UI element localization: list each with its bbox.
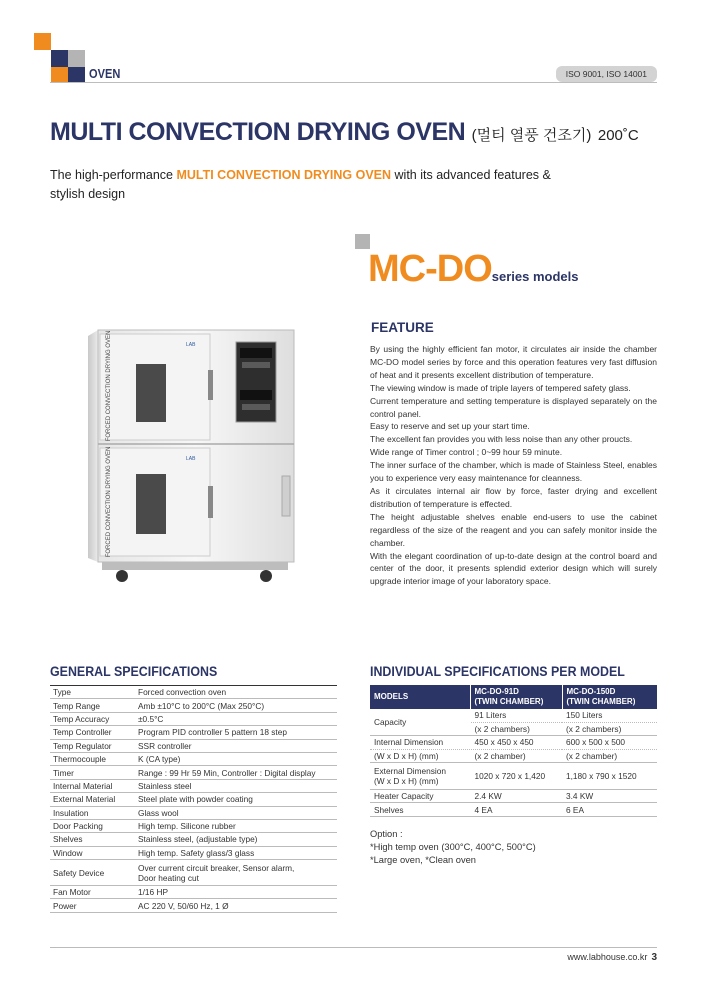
feature-paragraph: The excellent fan provides you with less noise than any other proucts. [370,434,633,445]
model-2-name: MC-DO-150D [566,687,616,696]
spec-value: (x 2 chamber) [562,749,657,762]
individual-specs-heading: INDIVIDUAL SPECIFICATIONS PER MODEL [370,664,625,679]
spec-value: SSR controller [135,739,337,752]
spec-label: Internal Material [50,779,135,792]
feature-text [370,343,657,588]
feature-paragraph: Wide range of Timer control ; 0~99 hour 59 minute. [370,447,563,458]
title-korean: (멀티 열풍 건조기) [471,127,592,144]
spec-label: Temp Regulator [50,739,135,752]
table-row [50,846,337,859]
category-label: OVEN [89,66,121,81]
series-name: MC-DO [368,248,492,290]
table-row [50,899,337,912]
spec-value: Steel plate with powder coating [135,793,337,806]
feature-paragraph: With the elegant coordination of up-to-date design at the control board and center of the door, it presents splendid exterior design which will surely upgrade interior image of your laboratory space. [370,550,657,587]
option-line: *Large oven, *Clean oven [370,855,476,865]
product-image [88,326,298,586]
spec-value: (x 2 chambers) [470,722,562,735]
spec-value-line: Over current circuit breaker, Sensor alarm, [138,862,295,873]
certification-badge: ISO 9001, ISO 14001 [556,66,657,82]
series-title [368,248,578,291]
spec-value: AC 220 V, 50/60 Hz, 1 Ø [135,899,337,912]
spec-label: External Material [50,793,135,806]
individual-specs-table [370,685,657,817]
spec-value: (x 2 chambers) [562,722,657,735]
lead-text [50,166,570,204]
general-specs-table [50,685,337,913]
spec-label: Window [50,846,135,859]
model-header [470,685,562,709]
spec-value: Amb ±10°C to 200°C (Max 250°C) [135,699,337,712]
spec-value: 3.4 KW [562,790,657,803]
oven-base [102,562,288,570]
model-1-type: (TWIN CHAMBER) [474,697,544,706]
table-row [50,686,337,699]
spec-value: High temp. Safety glass/3 glass [135,846,337,859]
table-row [370,736,657,749]
spec-value: 1020 x 720 x 1,420 [470,763,562,790]
spec-label: Shelves [370,803,470,816]
spec-value: Program PID controller 5 pattern 18 step [135,726,337,739]
footer [567,952,657,963]
logo-square-navy-right [68,67,85,83]
logo-square-navy [51,50,68,67]
table-header-row [370,685,657,709]
spec-value: (x 2 chamber) [470,749,562,762]
spec-value-line: Door heating cut [138,872,199,883]
table-row [50,752,337,765]
table-row [50,886,337,899]
spec-label [370,763,470,790]
feature-paragraph: The height adjustable shelves enable end-users to use the cabinet regardless of the size of the reagent and you can safely monitor inside the chamber. [370,511,657,548]
models-header: MODELS [370,685,470,709]
upper-side-label: FORCED CONVECTION DRYING OVEN [106,330,112,442]
table-row [50,819,337,832]
feature-paragraph: The viewing window is made of triple layers of tempered safety glass. [370,382,631,393]
table-row [50,793,337,806]
spec-value: 600 x 500 x 500 [562,736,657,749]
lower-handle [208,486,213,518]
oven-side [88,330,98,562]
spec-value: Forced convection oven [135,686,337,699]
lead-highlight: MULTI CONVECTION DRYING OVEN [176,168,392,182]
spec-value: 4 EA [470,803,562,816]
spec-label: Safety Device [50,860,135,886]
spec-value: 1/16 HP [135,886,337,899]
spec-value: 2.4 KW [470,790,562,803]
table-row [370,790,657,803]
spec-value [135,860,337,886]
table-row [370,763,657,790]
table-row [50,739,337,752]
lead-pre: The high-performance [50,168,177,182]
spec-label: Temp Accuracy [50,712,135,725]
vent-grille [282,476,290,516]
logo-square-gray [68,50,85,67]
spec-value: Range : 99 Hr 59 Min, Controller : Digital display [135,766,337,779]
table-row [50,699,337,712]
spec-value: Stainless steel [135,779,337,792]
options-block [370,828,536,867]
spec-value: 1,180 x 790 x 1520 [562,763,657,790]
title-temp: 200˚C [597,127,639,144]
series-suffix: series models [491,269,579,284]
table-row [50,766,337,779]
table-row [50,860,337,886]
spec-label: Shelves [50,833,135,846]
footer-url[interactable]: www.labhouse.co.kr [567,952,648,962]
table-row [50,806,337,819]
lower-side-label: FORCED CONVECTION DRYING OVEN [106,446,112,558]
model-2-type: (TWIN CHAMBER) [566,697,636,706]
spec-label: Insulation [50,806,135,819]
lead-post: with its advanced features & stylish design [50,168,551,201]
feature-paragraph: By using the highly efficient fan motor, it circulates air inside the chamber MC-DO model series by force and this operation features very fast diffusion of heat and it presents excellent distribution of temperature. [370,344,657,380]
option-line: *High temp oven (300°C, 400°C, 500°C) [370,842,536,852]
table-row [370,749,657,762]
general-specs-heading: GENERAL SPECIFICATIONS [50,664,218,679]
spec-label-line: External Dimension [374,766,446,777]
spec-value: 6 EA [562,803,657,816]
spec-value: High temp. Silicone rubber [135,819,337,832]
page-title [50,118,639,147]
option-label: Option : [370,829,403,839]
logo-square-orange [34,33,51,50]
model-header [562,685,657,709]
spec-value: K (CA type) [135,752,337,765]
feature-paragraph: The inner surface of the chamber, which is made of Stainless Steel, enables you to experience very easy maintenance for cleanness. [370,460,657,484]
spec-label: Temp Range [50,699,135,712]
spec-label: Fan Motor [50,886,135,899]
spec-label: Thermocouple [50,752,135,765]
spec-label: (W x D x H) (mm) [370,749,470,762]
table-row [50,833,337,846]
upper-window [136,364,166,422]
series-square [355,234,370,249]
spec-label: Power [50,899,135,912]
logo-square-orange-small [51,67,68,83]
lower-brand-label: LAB [186,456,196,462]
table-row [50,779,337,792]
spec-label: Heater Capacity [370,790,470,803]
header-divider [50,82,657,83]
feature-paragraph: As it circulates internal air flow by force, faster drying and excellent distribution of temperature is effected. [370,485,657,509]
spec-label: Door Packing [50,819,135,832]
spec-label: Capacity [370,709,470,736]
spec-value: 450 x 450 x 450 [470,736,562,749]
feature-heading: FEATURE [371,320,434,335]
spec-label: Temp Controller [50,726,135,739]
table-row [370,709,657,722]
title-main: MULTI CONVECTION DRYING OVEN [50,118,466,146]
wheel-right [260,570,272,582]
spec-label: Type [50,686,135,699]
feature-paragraph: Easy to reserve and set up your start time. [370,421,530,432]
spec-value: 150 Liters [562,709,657,722]
upper-handle [208,370,213,400]
wheel-left [116,570,128,582]
feature-paragraph: Current temperature and setting temperature is displayed separately on the control panel. [370,395,657,419]
spec-label: Internal Dimension [370,736,470,749]
spec-label-line: (W x D x H) (mm) [374,776,439,787]
spec-value: Glass wool [135,806,337,819]
spec-label: Timer [50,766,135,779]
table-row [50,726,337,739]
footer-divider [50,947,657,948]
spec-value: ±0.5°C [135,712,337,725]
spec-value: 91 Liters [470,709,562,722]
lower-window [136,474,166,534]
page-number: 3 [651,952,657,963]
upper-brand-label: LAB [186,342,196,348]
table-row [370,803,657,816]
spec-value: Stainless steel, (adjustable type) [135,833,337,846]
table-row [50,712,337,725]
model-1-name: MC-DO-91D [474,687,519,696]
